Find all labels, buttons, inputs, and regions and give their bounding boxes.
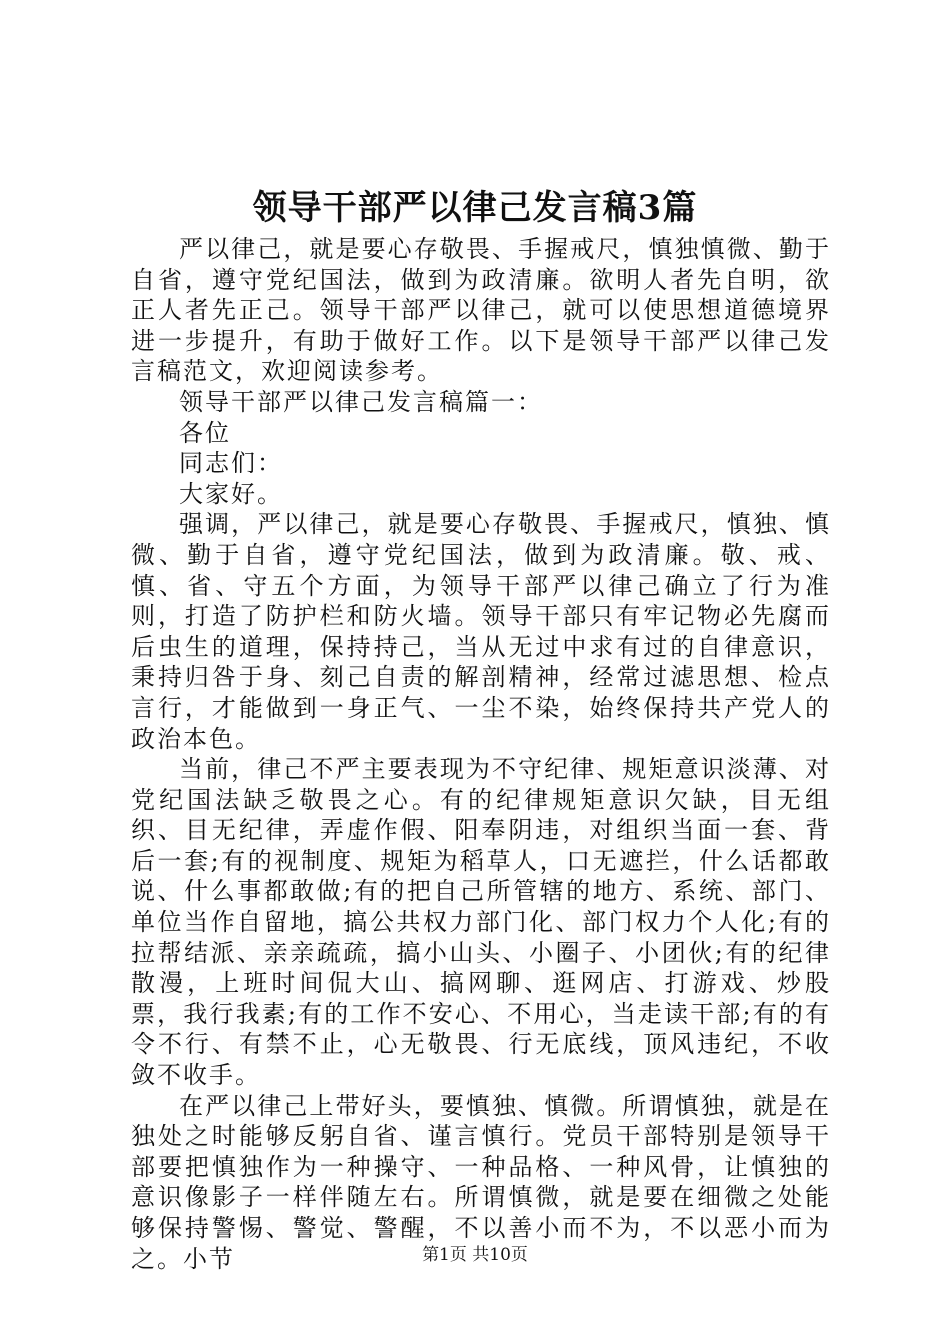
paragraph-intro: 严以律己，就是要心存敬畏、手握戒尺，慎独慎微、勤于自省，遵守党纪国法，做到为政清廉。欲明人者先自明，欲正人者先正己。领导干部严以律己，就可以使思想道德境界进一步提升，有助于做好工作。以下是领导干部严以律己发言稿范文，欢迎阅读参考。 [131, 235, 831, 386]
paragraph-body-2: 当前，律己不严主要表现为不守纪律、规矩意识淡薄、对党纪国法缺乏敬畏之心。有的纪律规矩意识欠缺，目无组织、目无纪律，弄虚作假、阳奉阴违，对组织当面一套、背后一套;有的视制度、规矩为稻草人，口无遮拦，什么话都敢说、什么事都敢做;有的把自己所管辖的地方、系统、部门、单位当作自留地，搞公共权力部门化、部门权力个人化;有的拉帮结派、亲亲疏疏，搞小山头、小圈子、小团伙;有的纪律散漫，上班时间侃大山、搞网聊、逛网店、打游戏、炒股票，我行我素;有的工作不安心、不用心，当走读干部;有的有令不行、有禁不止，心无敬畏、行无底线，顶风违纪，不收敛不收手。 [131, 755, 831, 1090]
paragraph-body-3: 在严以律己上带好头，要慎独、慎微。所谓慎独，就是在独处之时能够反躬自省、谨言慎行。党员干部特别是领导干部要把慎独作为一种操守、一种品格、一种风骨，让慎独的意识像影子一样伴随左右。所谓慎微，就是要在细微之处能够保持警惕、警觉、警醒，不以善小而不为，不以恶小而为之。小节 [131, 1091, 831, 1273]
paragraph-salutation-1: 各位 [179, 418, 231, 447]
paragraph-salutation-2: 同志们： [179, 449, 283, 478]
paragraph-greeting: 大家好。 [179, 479, 283, 508]
paragraph-body-1: 强调，严以律己，就是要心存敬畏、手握戒尺，慎独、慎微、勤于自省，遵守党纪国法，做到为政清廉。敬、戒、慎、省、守五个方面，为领导干部严以律己确立了行为准则，打造了防护栏和防火墙。领导干部只有牢记物必先腐而后虫生的道理，保持持己，当从无过中求有过的自律意识，秉持归咎于身、刻己自责的解剖精神，经常过滤思想、检点言行，才能做到一身正气、一尘不染，始终保持共产党人的政治本色。 [131, 510, 831, 753]
document-title: 领导干部严以律己发言稿3篇 [252, 188, 698, 228]
paragraph-section-heading: 领导干部严以律己发言稿篇一： [179, 387, 543, 416]
page-number-footer: 第1页 共10页 [422, 1245, 528, 1265]
document-body [131, 234, 831, 1274]
